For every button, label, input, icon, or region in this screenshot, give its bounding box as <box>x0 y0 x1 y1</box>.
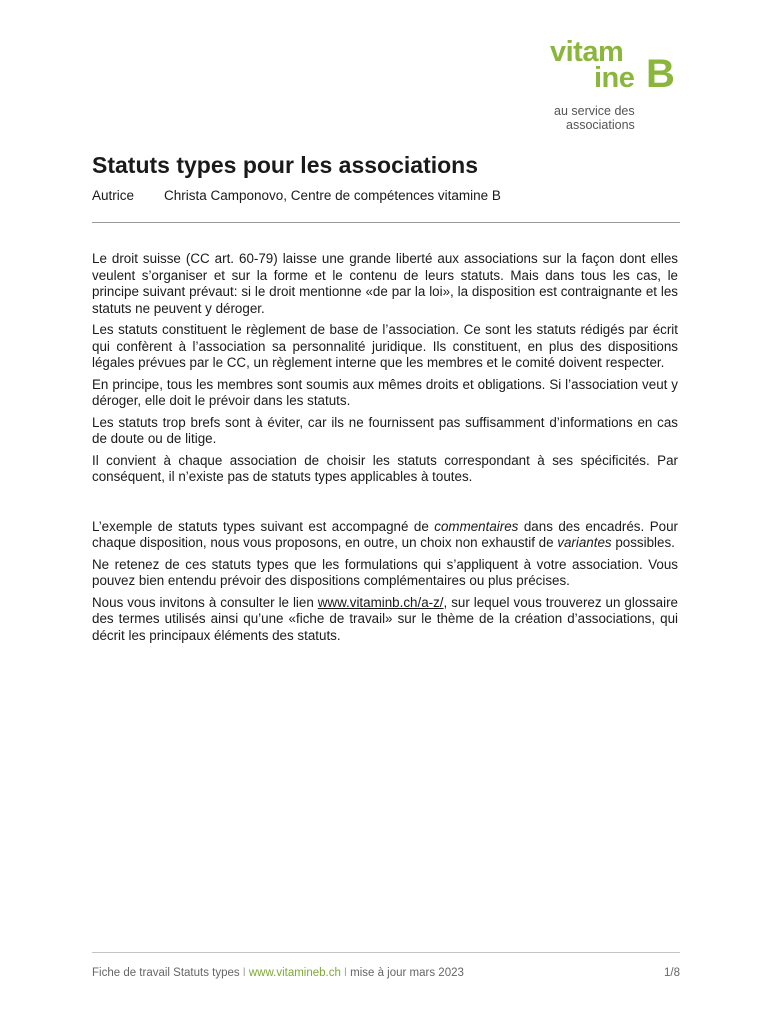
logo-text-b: B <box>646 52 675 96</box>
vitaminb-az-link[interactable]: www.vitaminb.ch/a-z/ <box>317 594 444 610</box>
footer-doc-title: Fiche de travail Statuts types <box>92 967 240 979</box>
paragraph-8 <box>92 595 678 645</box>
logo-tagline-line1: au service des <box>554 104 635 118</box>
page-number: 1/8 <box>664 967 680 979</box>
emphasis-commentaires: commentaires <box>434 518 519 534</box>
page-footer <box>92 967 680 979</box>
paragraph-1: Le droit suisse (CC art. 60-79) laisse une grande liberté aux associations sur la façon dont elles veulent s’organiser et sur la forme et le contenu de leurs statuts. Mais dans tous les cas, le principe suivant prévaut: si le droit mentionne «de par la loi», la disposition est contraignante et les statuts ne peuvent y déroger. <box>92 251 678 316</box>
paragraph-8-text-b: , sur lequel vous trouverez un glossaire des termes utilisés ainsi qu’une «fiche de travail» sur le thème de la création d’associations, qui décrit les principaux éléments des statuts. <box>92 594 678 643</box>
paragraph-2: Les statuts constituent le règlement de base de l’association. Ce sont les statuts rédigés par écrit qui confèrent à l’association sa personnalité juridique. Ils constituent, en plus des dispositions légales prévues par le CC, un règlement interne que les membres et le comité doivent respecter. <box>92 322 678 370</box>
paragraph-6-text-a: L’exemple de statuts types suivant est accompagné de <box>92 518 435 534</box>
paragraph-7: Ne retenez de ces statuts types que les formulations qui s’appliquent à votre association. Vous pouvez bien entendu prévoir des dispositions complémentaires ou plus précises. <box>92 556 678 588</box>
document-body <box>92 251 678 649</box>
footer-update-date: mise à jour mars 2023 <box>350 967 464 979</box>
logo-tagline <box>554 104 635 132</box>
header-divider <box>92 222 680 223</box>
footer-separator-1: I <box>242 967 246 979</box>
vitamineb-logo <box>548 36 682 132</box>
logo-text-ine: ine <box>594 62 635 94</box>
footer-divider <box>92 952 680 953</box>
section-gap <box>92 491 678 519</box>
paragraph-6-text-c: possibles. <box>611 535 675 550</box>
paragraph-5: Il convient à chaque association de choisir les statuts correspondant à ses spécificités. Par conséquent, il n’existe pas de statuts types applicables à toutes. <box>92 452 678 484</box>
author-value: Christa Camponovo, Centre de compétences vitamine B <box>164 188 501 203</box>
author-line <box>92 188 501 203</box>
footer-website-link[interactable]: www.vitamineb.ch <box>248 967 341 979</box>
paragraph-8-text-a: Nous vous invitons à consulter le lien <box>92 594 318 610</box>
logo-wordmark <box>548 36 682 96</box>
footer-separator-2: I <box>343 967 348 979</box>
paragraph-4: Les statuts trop brefs sont à éviter, car ils ne fournissent pas suffisamment d’informations en cas de doute ou de litige. <box>92 414 678 446</box>
logo-tagline-line2: associations <box>566 118 635 132</box>
paragraph-3: En principe, tous les membres sont soumis aux mêmes droits et obligations. Si l’association veut y déroger, elle doit le prévoir dans les statuts. <box>92 376 678 408</box>
paragraph-6-text-b: dans des encadrés. Pour chaque disposition, nous vous proposons, en outre, un choix non exhaustif de <box>92 518 678 550</box>
document-title: Statuts types pour les associations <box>92 152 479 178</box>
author-label: Autrice <box>92 188 135 203</box>
paragraph-6 <box>92 519 678 552</box>
logo-text-vitam: vitam <box>550 36 624 68</box>
emphasis-variantes: variantes <box>557 535 612 550</box>
